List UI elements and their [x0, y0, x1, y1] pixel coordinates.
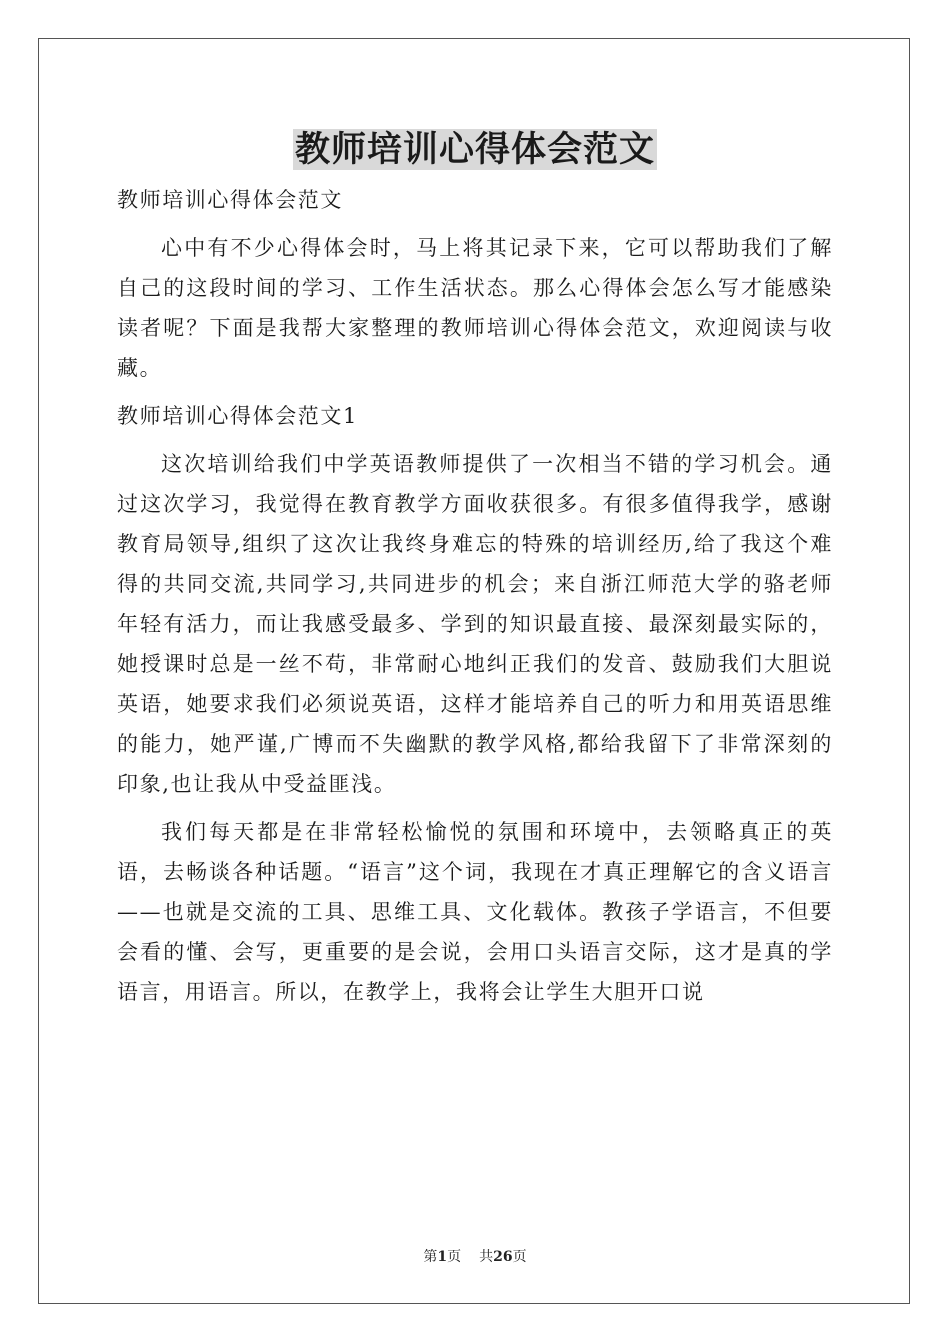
total-prefix: 共	[479, 1249, 494, 1265]
document-title-text: 教师培训心得体会范文	[294, 129, 655, 170]
page-prefix: 第	[423, 1249, 438, 1265]
section-heading: 教师培训心得体会范文1	[117, 404, 358, 428]
page-unit: 页	[447, 1249, 462, 1265]
page-footer	[0, 1246, 950, 1266]
body-paragraph-1: 这次培训给我们中学英语教师提供了一次相当不错的学习机会。通过这次学习，我觉得在教育教学方面收获很多。有很多值得我学，感谢教育局领导,组织了这次让我终身难忘的特殊的培训经历,给了我这个难得的共同交流,共同学习,共同进步的机会；来自浙江师范大学的骆老师年轻有活力，而让我感受最多、学到的知识最直接、最深刻最实际的，她授课时总是一丝不苟，非常耐心地纠正我们的发音、鼓励我们大胆说英语，她要求我们必须说英语，这样才能培养自己的听力和用英语思维的能力，她严谨,广博而不失幽默的教学风格,都给我留下了非常深刻的印象,也让我从中受益匪浅。	[117, 452, 833, 796]
page-total: 26	[493, 1249, 513, 1265]
document-subtitle: 教师培训心得体会范文	[117, 188, 343, 212]
total-unit: 页	[512, 1249, 527, 1265]
document-title	[0, 128, 950, 172]
intro-paragraph: 心中有不少心得体会时，马上将其记录下来，它可以帮助我们了解自己的这段时间的学习、工作生活状态。那么心得体会怎么写才能感染读者呢？下面是我帮大家整理的教师培训心得体会范文，欢迎阅读与收藏。	[117, 236, 833, 380]
page-current: 1	[437, 1249, 448, 1265]
document-body	[117, 180, 833, 1012]
body-paragraph-2: 我们每天都是在非常轻松愉悦的氛围和环境中，去领略真正的英语，去畅谈各种话题。“语言”这个词，我现在才真正理解它的含义语言——也就是交流的工具、思维工具、文化载体。教孩子学语言，不但要会看的懂、会写，更重要的是会说，会用口头语言交际，这才是真的学语言，用语言。所以，在教学上，我将会让学生大胆开口说	[117, 820, 833, 1004]
